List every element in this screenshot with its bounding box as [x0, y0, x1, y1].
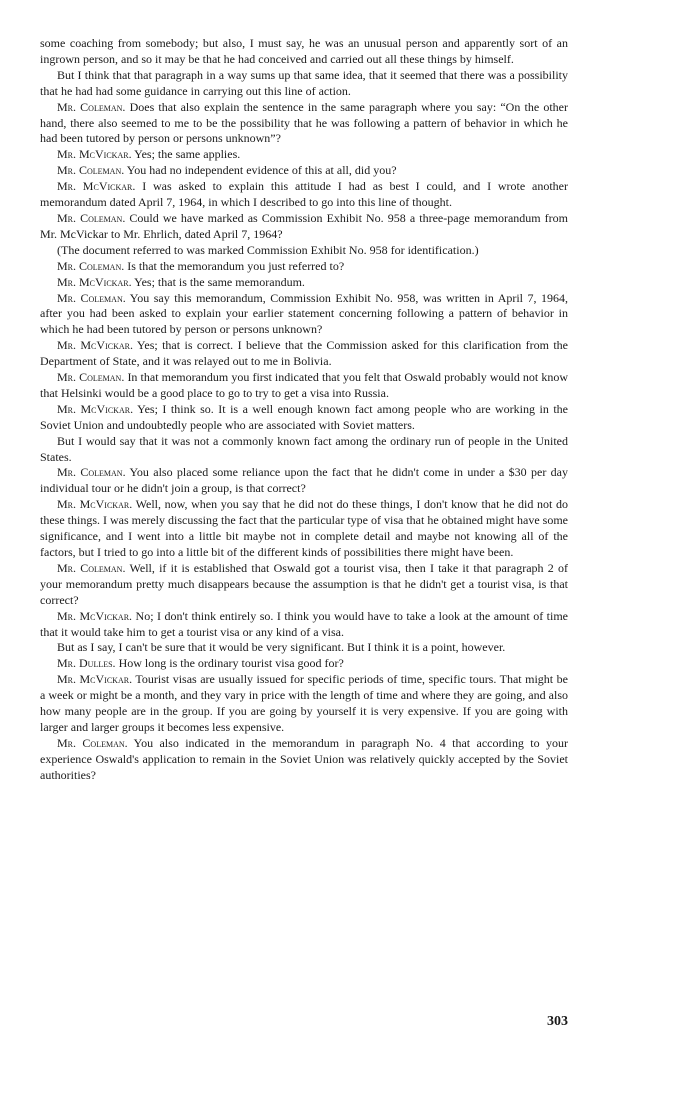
page-number: 303	[547, 1014, 568, 1029]
transcript-paragraph	[40, 163, 568, 179]
transcript-paragraph	[40, 179, 568, 211]
transcript-paragraph	[40, 291, 568, 339]
transcript-paragraph	[40, 68, 568, 100]
speaker-name: Mr. McVickar.	[57, 338, 133, 353]
paragraph-text: You also placed some reliance upon the fact that he didn't come in under a $30 per day individual tour or he didn't join a group, is that correct?	[40, 465, 568, 496]
transcript-paragraph	[40, 736, 568, 784]
paragraph-text: Yes; that is the same memorandum.	[134, 274, 305, 289]
paragraph-text: Could we have marked as Commission Exhibit No. 958 a three-page memorandum from Mr. McVickar to Mr. Ehrlich, dated April 7, 1964?	[40, 210, 569, 241]
speaker-name: Mr. Coleman.	[57, 290, 126, 305]
transcript-paragraph	[40, 147, 568, 163]
paragraph-text: Yes; the same applies.	[134, 147, 241, 162]
transcript-paragraph	[40, 211, 568, 243]
speaker-name: Mr. Coleman.	[57, 735, 128, 750]
paragraph-text: You also indicated in the memorandum in paragraph No. 4 that according to your experience Oswald's application to remain in the Soviet Union was relatively quickly accepted by the Soviet authorities?	[40, 735, 568, 782]
paragraph-text: some coaching from somebody; but also, I must say, he was an unusual person and apparently sort of an ingrown person, and so it may be that he had conceived and carried out all these things by himself.	[40, 36, 568, 66]
transcript-paragraph	[40, 402, 568, 434]
paragraph-text: In that memorandum you first indicated that you felt that Oswald probably would not know that Helsinki would be a good place to go to try to get a visa into Russia.	[40, 370, 569, 400]
transcript-paragraph	[40, 370, 568, 402]
speaker-name: Mr. McVickar.	[57, 608, 133, 623]
transcript-paragraph	[40, 36, 568, 68]
speaker-name: Mr. Coleman.	[57, 99, 126, 114]
speaker-name: Mr. Coleman.	[57, 210, 126, 225]
transcript-paragraph	[40, 656, 568, 672]
transcript-paragraph	[40, 100, 568, 148]
paragraph-text: But I think that that paragraph in a way sums up that same idea, that it seemed that there was a possibility that he had had some guidance in carrying out this line of action.	[40, 67, 568, 98]
speaker-name: Mr. Coleman.	[57, 163, 125, 178]
speaker-name: Mr. McVickar.	[57, 672, 133, 687]
speaker-name: Mr. Coleman.	[57, 560, 126, 575]
paragraph-text: No; I don't think entirely so. I think you would have to take a look at the amount of time that it would take him to get a tourist visa or any kind of a visa.	[40, 608, 568, 639]
speaker-name: Mr. McVickar.	[57, 274, 132, 289]
speaker-name: Mr. McVickar.	[57, 147, 132, 162]
paragraph-text: Well, if it is established that Oswald got a tourist visa, then I take it that paragraph 2 of your memorandum pretty much disappears because the assumption is that he didn't get a tourist visa, is that correct?	[40, 560, 568, 607]
speaker-name: Mr. Dulles.	[57, 656, 116, 671]
speaker-name: Mr. McVickar.	[57, 401, 134, 416]
paragraph-text: Yes; I think so. It is a well enough known fact among people who are working in the Soviet Union and undoubtedly people who are associated with Soviet matters.	[40, 401, 569, 432]
transcript-paragraph	[40, 672, 568, 736]
speaker-name: Mr. McVickar.	[57, 497, 133, 512]
speaker-name: Mr. McVickar.	[57, 179, 136, 194]
transcript-paragraph	[40, 259, 568, 275]
paragraph-text: Does that also explain the sentence in the same paragraph where you say: “On the other hand, there also seemed to me to be the possibility that he was following a pattern of behavior in which he had been tutored by person or persons unknown”?	[40, 99, 568, 146]
transcript-paragraph	[40, 434, 568, 466]
transcript-paragraph	[40, 275, 568, 291]
paragraph-text: You say this memorandum, Commission Exhibit No. 958, was written in April 7, 1964, after you had been asked to explain your earlier statement concerning following a pattern of behavior in which he had been tutored by person or persons unknown?	[40, 290, 569, 337]
speaker-name: Mr. Coleman.	[57, 465, 126, 480]
transcript-paragraph	[40, 243, 568, 259]
transcript-body	[40, 36, 568, 784]
transcript-paragraph	[40, 465, 568, 497]
paragraph-text: But as I say, I can't be sure that it would be very significant. But I think it is a point, however.	[57, 640, 506, 655]
paragraph-text: But I would say that it was not a commonly known fact among the ordinary run of people in the United States.	[40, 433, 568, 464]
paragraph-text: Yes; that is correct. I believe that the Commission asked for this clarification from the Department of State, and it was relayed out to me in Bolivia.	[40, 338, 569, 369]
transcript-paragraph	[40, 338, 568, 370]
paragraph-text: You had no independent evidence of this at all, did you?	[126, 163, 397, 178]
transcript-paragraph	[40, 497, 568, 561]
transcript-paragraph	[40, 609, 568, 641]
transcript-paragraph	[40, 561, 568, 609]
paragraph-text: (The document referred to was marked Commission Exhibit No. 958 for identification.)	[57, 242, 479, 257]
paragraph-text: I was asked to explain this attitude I had as best I could, and I wrote another memorandum dated April 7, 1964, in which I described to go into this line of thought.	[40, 179, 568, 210]
paragraph-text: Well, now, when you say that he did not do these things, I don't know that he did not do these things. I was merely discussing the fact that the particular type of visa that he obtained might have some significance, and I went into a little bit maybe not in complete detail and maybe not knowing all of the factors, but I tried to go into a little bit of the different kinds of possibilities there might have been.	[40, 497, 568, 559]
paragraph-text: How long is the ordinary tourist visa good for?	[118, 656, 344, 671]
paragraph-text: Tourist visas are usually issued for specific periods of time, specific tours. That might be a week or might be a month, and they vary in price with the length of time and where they are going, and also how many people are in the group. If you are going by yourself it is very expensive. If you are going with larger and larger groups it becomes less expensive.	[40, 672, 568, 734]
speaker-name: Mr. Coleman.	[57, 258, 125, 273]
transcript-paragraph	[40, 640, 568, 656]
speaker-name: Mr. Coleman.	[57, 370, 125, 385]
paragraph-text: Is that the memorandum you just referred to?	[127, 258, 345, 273]
